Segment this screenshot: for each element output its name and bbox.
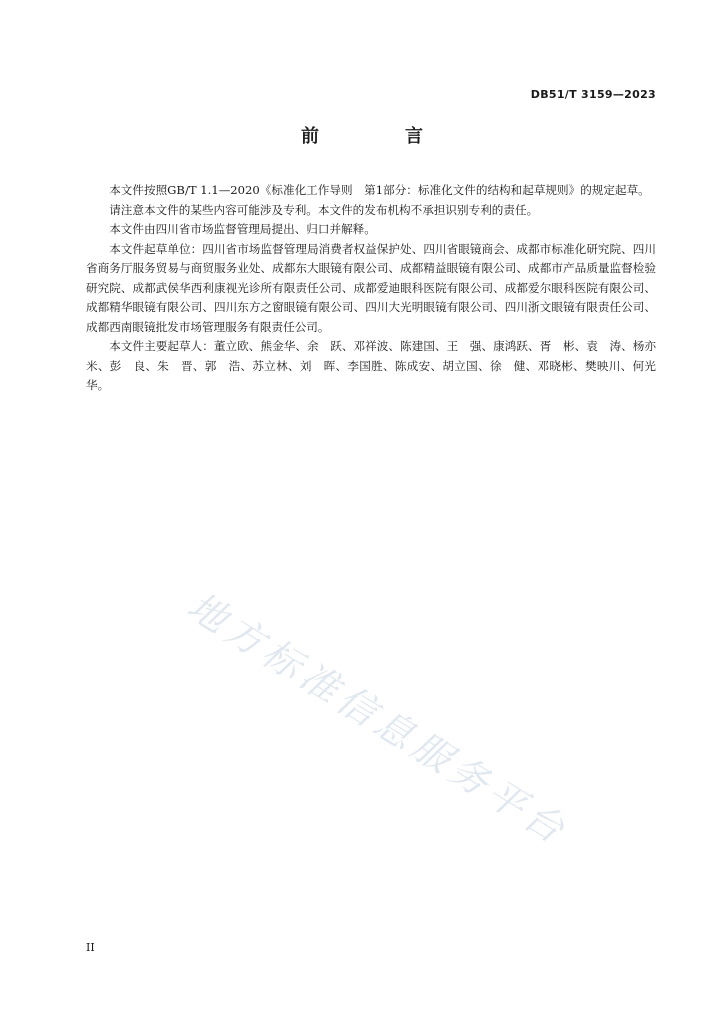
paragraph-drafting-units: 本文件起草单位：四川省市场监督管理局消费者权益保护处、四川省眼镜商会、成都市标准化研究院、四川省商务厅服务贸易与商贸服务业处、成都东大眼镜有限公司、成都精益眼镜有限公司、成都市产品质量监督检验研究院、成都武侯华西利康视光诊所有限责任公司、成都爱迪眼科医院有限公司、成都爱尔眼科医院有限公司、成都精华眼镜有限公司、四川东方之窗眼镜有限公司、四川大光明眼镜有限公司、四川浙文眼镜有限责任公司、成都西南眼镜批发市场管理服务有限责任公司。: [86, 241, 656, 334]
page-title: 前 言: [301, 126, 457, 147]
foreword-body: [86, 181, 656, 396]
paragraph-drafters: 本文件主要起草人：董立欧、熊金华、余 跃、邓祥波、陈建国、王 强、康鸿跃、胥 彬、袁 涛、杨亦米、彭 良、朱 晋、郭 浩、苏立林、刘 晖、李国胜、陈成安、胡立国、徐 健、邓晓彬、樊映川、何光华。: [86, 339, 656, 392]
watermark: 地方标准信息服务平台: [179, 583, 577, 855]
paragraph-proposer: 本文件由四川省市场监督管理局提出、归口并解释。: [109, 222, 376, 236]
paragraph-patent-notice: 请注意本文件的某些内容可能涉及专利。本文件的发布机构不承担识别专利的责任。: [109, 202, 539, 217]
document-code: DB51/T 3159—2023: [530, 88, 656, 101]
page-number: II: [86, 941, 95, 954]
paragraph-drafting-rules: 本文件按照GB/T 1.1—2020《标准化工作导则 第1部分：标准化文件的结构和起草规则》的规定起草。: [109, 183, 650, 197]
